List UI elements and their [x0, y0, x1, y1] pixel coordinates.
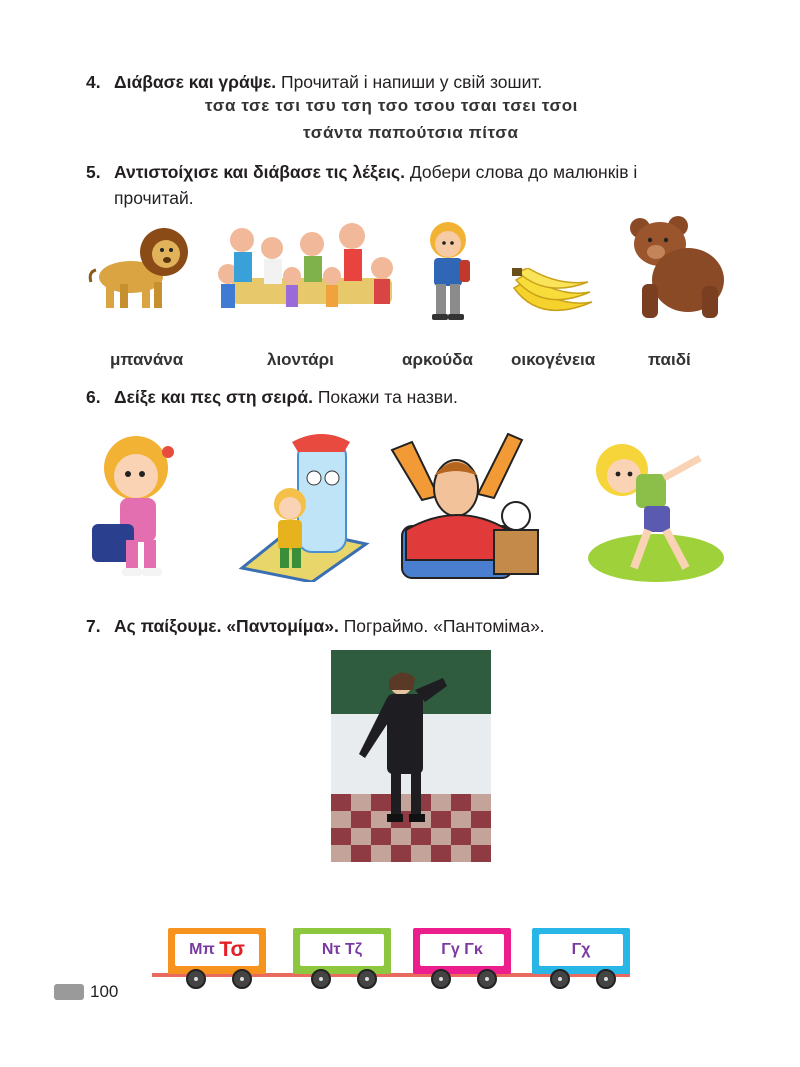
wagon-label: Γχ [539, 934, 623, 966]
wagon-wheel [550, 969, 570, 989]
train-wagon [532, 928, 630, 974]
task-5-heading [86, 160, 726, 184]
word-label: λιοντάρι [267, 350, 334, 369]
task-number: 4. [86, 72, 101, 92]
wagon-label: Ντ Τζ [300, 934, 384, 966]
wagon-wheel [431, 969, 451, 989]
train-wagon [293, 928, 391, 974]
task-7-heading [86, 614, 545, 638]
girl-dressing-picture [80, 428, 180, 582]
word-label: παιδί [648, 350, 691, 369]
bear-picture [626, 214, 726, 322]
task-title-ukrainian: Пограймо. «Пантоміма». [343, 616, 545, 636]
task-title-ukrainian: Прочитай і напиши у свій зошит. [280, 72, 543, 92]
task-number: 7. [86, 616, 101, 636]
task-title-greek: Διάβασε και γράψε. [114, 72, 277, 92]
wagon-wheel [311, 969, 331, 989]
task-title-ukrainian: Добери слова до малюнків і [409, 162, 638, 182]
wagon-wheel [357, 969, 377, 989]
word-label: οικογένεια [511, 350, 596, 369]
pantomime-photo [331, 650, 491, 862]
wagon-wheel [596, 969, 616, 989]
wagon-label-a: Μπ [189, 941, 215, 958]
man-waking-up-picture [382, 430, 548, 580]
wagon-label [175, 934, 259, 966]
boy-brushing-teeth-picture [232, 428, 372, 582]
task-number: 5. [86, 162, 101, 182]
train-wagon [168, 928, 266, 974]
word-label: αρκούδα [402, 350, 473, 369]
task-number: 6. [86, 387, 101, 407]
bananas-picture [510, 268, 596, 326]
boy-picture [418, 218, 478, 322]
lion-picture [86, 222, 194, 314]
wagon-wheel [477, 969, 497, 989]
task-title-greek: Αντιστοίχισε και διάβασε τις λέξεις. [114, 162, 405, 182]
wagon-label: Γγ Γκ [420, 934, 504, 966]
family-picture [212, 218, 408, 326]
syllables-line: τσα τσε τσι τσυ τση τσο τσου τσαι τσει τσοι [205, 96, 578, 115]
task-title-greek: Δείξε και πες στη σειρά. [114, 387, 313, 407]
wagon-wheel [232, 969, 252, 989]
words-line: τσάντα παπούτσια πίτσα [303, 123, 519, 142]
task-4-heading [86, 70, 542, 94]
page-number-tab [54, 984, 84, 1000]
task-title-ukrainian: Покажи та назви. [317, 387, 458, 407]
word-label: μπανάνα [110, 350, 184, 369]
task-6-heading [86, 385, 458, 409]
wagon-label-b: Τσ [219, 938, 245, 961]
girl-exercising-picture [578, 430, 728, 586]
task-5-heading-continued: прочитай. [114, 188, 194, 208]
task-title-greek: Ας παίξουμε. «Παντομίμα». [114, 616, 339, 636]
wagon-wheel [186, 969, 206, 989]
train-wagon [413, 928, 511, 974]
page-number: 100 [90, 982, 119, 1001]
